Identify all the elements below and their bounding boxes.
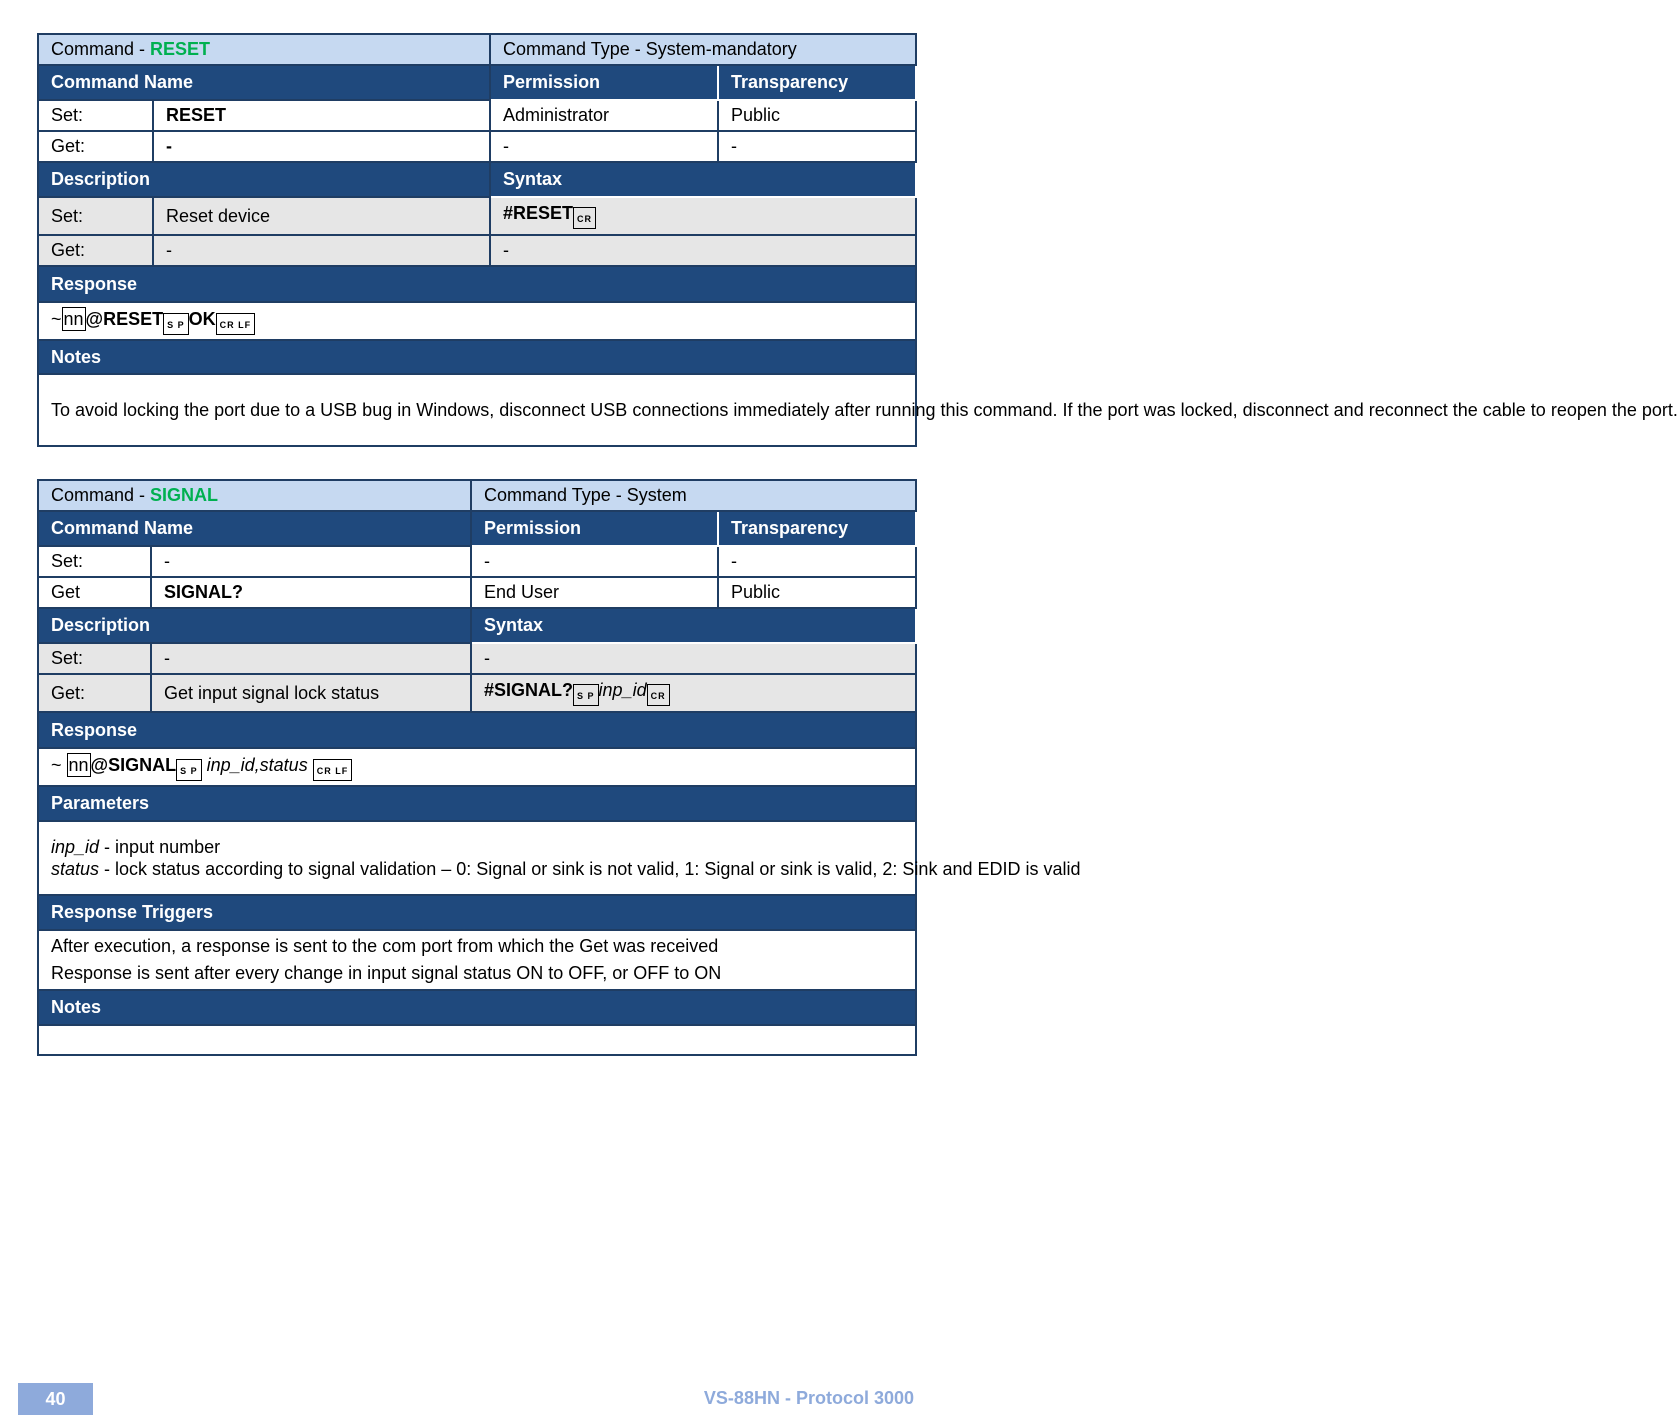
get-transparency: Public xyxy=(718,577,916,608)
command-name-highlight: RESET xyxy=(150,39,211,59)
header-response: Response xyxy=(38,712,916,748)
set-label: Set: xyxy=(38,197,153,235)
get-label: Get: xyxy=(38,235,153,266)
set-label: Set: xyxy=(38,546,151,577)
document-title: VS-88HN - Protocol 3000 xyxy=(703,1388,914,1408)
get-label: Get: xyxy=(38,131,153,162)
header-parameters: Parameters xyxy=(38,786,916,821)
header-transparency: Transparency xyxy=(718,511,916,546)
get-name: - xyxy=(153,131,490,162)
get-description: - xyxy=(153,235,490,266)
header-syntax: Syntax xyxy=(490,162,916,197)
header-response: Response xyxy=(38,266,916,302)
param-status: status - lock status according to signal validation – 0: Signal or sink is not valid, 1: Signal or sink is valid, 2: Sink and EDID is valid xyxy=(51,859,1081,879)
set-permission: - xyxy=(471,546,718,577)
get-transparency: - xyxy=(718,131,916,162)
parameters-list xyxy=(38,821,1081,895)
space-icon: S P xyxy=(163,313,189,335)
signal-command-table xyxy=(37,479,1081,1056)
notes-text: To avoid locking the port due to a USB bug in Windows, disconnect USB connections immediately after running this command. If the port was locked, disconnect and reconnect the cable to reopen the port. xyxy=(38,374,916,446)
header-command-name: Command Name xyxy=(38,65,490,100)
header-description: Description xyxy=(38,608,471,643)
header-syntax: Syntax xyxy=(471,608,916,643)
trigger-line: After execution, a response is sent to the com port from which the Get was received xyxy=(51,936,719,956)
set-name: RESET xyxy=(153,100,490,131)
command-type: Command Type - System xyxy=(471,480,916,511)
header-permission: Permission xyxy=(490,65,718,100)
header-description: Description xyxy=(38,162,490,197)
get-syntax xyxy=(471,674,916,712)
get-name: SIGNAL? xyxy=(151,577,471,608)
response-syntax: ~ nn @RESET S P OK CR LF xyxy=(38,302,916,340)
set-transparency: Public xyxy=(718,100,916,131)
notes-text xyxy=(38,1025,916,1055)
get-label: Get xyxy=(38,577,151,608)
syntax-param: inp_id xyxy=(598,680,647,700)
page-number: 40 xyxy=(18,1383,93,1415)
response-syntax: ~ nn @SIGNAL S P inp_id,status CR LF xyxy=(38,748,916,786)
set-transparency: - xyxy=(718,546,916,577)
set-name: - xyxy=(151,546,471,577)
command-title: Command - SIGNAL xyxy=(38,480,471,511)
header-permission: Permission xyxy=(471,511,718,546)
get-permission: - xyxy=(490,131,718,162)
get-syntax: - xyxy=(490,235,916,266)
get-permission: End User xyxy=(471,577,718,608)
syntax-command: #RESET xyxy=(503,203,574,223)
get-description: Get input signal lock status xyxy=(151,674,471,712)
set-description: - xyxy=(151,643,471,674)
reset-command-table xyxy=(37,33,1678,447)
command-title: Command - RESET xyxy=(38,34,490,65)
set-label: Set: xyxy=(38,643,151,674)
set-label: Set: xyxy=(38,100,153,131)
header-command-name: Command Name xyxy=(38,511,471,546)
header-response-triggers: Response Triggers xyxy=(38,895,916,930)
header-transparency: Transparency xyxy=(718,65,916,100)
set-permission: Administrator xyxy=(490,100,718,131)
space-icon: S P xyxy=(176,759,202,781)
set-description: Reset device xyxy=(153,197,490,235)
crlf-icon: CR LF xyxy=(313,759,353,781)
carriage-return-icon: CR xyxy=(573,207,596,229)
set-syntax: - xyxy=(471,643,916,674)
trigger-line: Response is sent after every change in input signal status ON to OFF, or OFF to ON xyxy=(51,963,722,983)
get-label: Get: xyxy=(38,674,151,712)
space-icon: S P xyxy=(573,684,599,706)
header-notes: Notes xyxy=(38,340,916,374)
crlf-icon: CR LF xyxy=(216,313,256,335)
set-syntax xyxy=(490,197,916,235)
carriage-return-icon: CR xyxy=(647,684,670,706)
device-id-box: nn xyxy=(68,755,89,775)
command-type: Command Type - System-mandatory xyxy=(490,34,916,65)
triggers-list xyxy=(38,930,916,990)
header-notes: Notes xyxy=(38,990,916,1025)
command-name-highlight: SIGNAL xyxy=(150,485,219,505)
param-inp-id: inp_id - input number xyxy=(51,837,221,857)
syntax-command: #SIGNAL? xyxy=(484,680,574,700)
device-id-box: nn xyxy=(63,309,84,329)
